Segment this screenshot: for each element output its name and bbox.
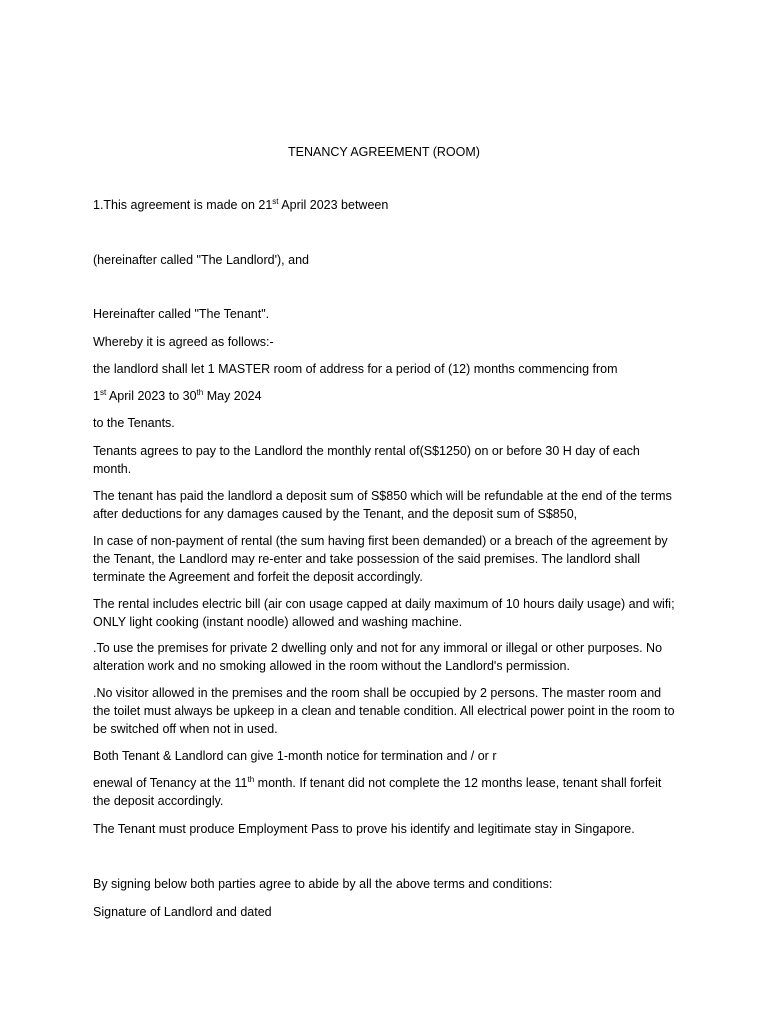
deposit-paragraph: The tenant has paid the landlord a deposit sum of S$850 which will be refundable at the end of the terms after deductions for any damages caused by the Tenant, and the deposit sum of S$850, (93, 489, 672, 521)
room-let-line: the landlord shall let 1 MASTER room of address for a period of (12) months commencing from (93, 362, 618, 376)
renewal-paragraph (93, 774, 675, 810)
agreement-date-sup: st (272, 196, 279, 206)
landlord-called-line: (hereinafter called "The Landlord'), and (93, 253, 309, 267)
period-line (93, 387, 693, 405)
agreement-date-line (93, 196, 693, 214)
document-title: TENANCY AGREEMENT (ROOM) (288, 145, 480, 159)
period-end-sup: th (196, 387, 204, 397)
period-start-sup: st (99, 387, 107, 397)
utilities-paragraph: The rental includes electric bill (air con usage capped at daily maximum of 10 hours daily usage) and wifi; ONLY light cooking (instant noodle) allowed and washing machine. (93, 597, 675, 629)
renewal-suffix: month. If tenant did not complete the 12 months lease, tenant shall forfeit the deposit accordingly. (93, 776, 662, 808)
to-tenants-line: to the Tenants. (93, 416, 175, 430)
use-of-premises-paragraph: .To use the premises for private 2 dwelling only and not for any immoral or illegal or other purposes. No alteration work and no smoking allowed in the room without the Landlord's permission. (93, 641, 663, 673)
whereby-line: Whereby it is agreed as follows:- (93, 335, 274, 349)
breach-paragraph: In case of non-payment of rental (the sum having first been demanded) or a breach of the agreement by the Tenant, the Landlord may re-enter and take possession of the said premises. The landlord shall terminate the Agreement and forfeit the deposit accordingly. (93, 534, 668, 584)
agreement-date-prefix: 1.This agreement is made on 21 (93, 198, 273, 212)
notice-line: Both Tenant & Landlord can give 1-month notice for termination and / or r (93, 749, 497, 763)
period-end: May 2024 (203, 389, 262, 403)
visitors-paragraph: .No visitor allowed in the premises and the room shall be occupied by 2 persons. The master room and the toilet must always be upkeep in a clean and tenable condition. All electrical power point in the room to be switched off when not in used. (93, 686, 675, 736)
agreement-clause-line: By signing below both parties agree to abide by all the above terms and conditions: (93, 877, 553, 891)
tenant-called-line: Hereinafter called "The Tenant". (93, 307, 270, 321)
agreement-date-suffix: April 2023 between (278, 198, 389, 212)
rental-paragraph: Tenants agrees to pay to the Landlord the monthly rental of(S$1250) on or before 30 H day of each month. (93, 444, 640, 476)
period-middle: April 2023 to 30 (106, 389, 197, 403)
employment-pass-line: The Tenant must produce Employment Pass to prove his identify and legitimate stay in Singapore. (93, 822, 635, 836)
period-start-day: 1 (93, 389, 100, 403)
renewal-prefix: enewal of Tenancy at the 11 (93, 776, 248, 790)
renewal-sup: th (247, 774, 255, 784)
signature-landlord-line: Signature of Landlord and dated (93, 905, 272, 919)
